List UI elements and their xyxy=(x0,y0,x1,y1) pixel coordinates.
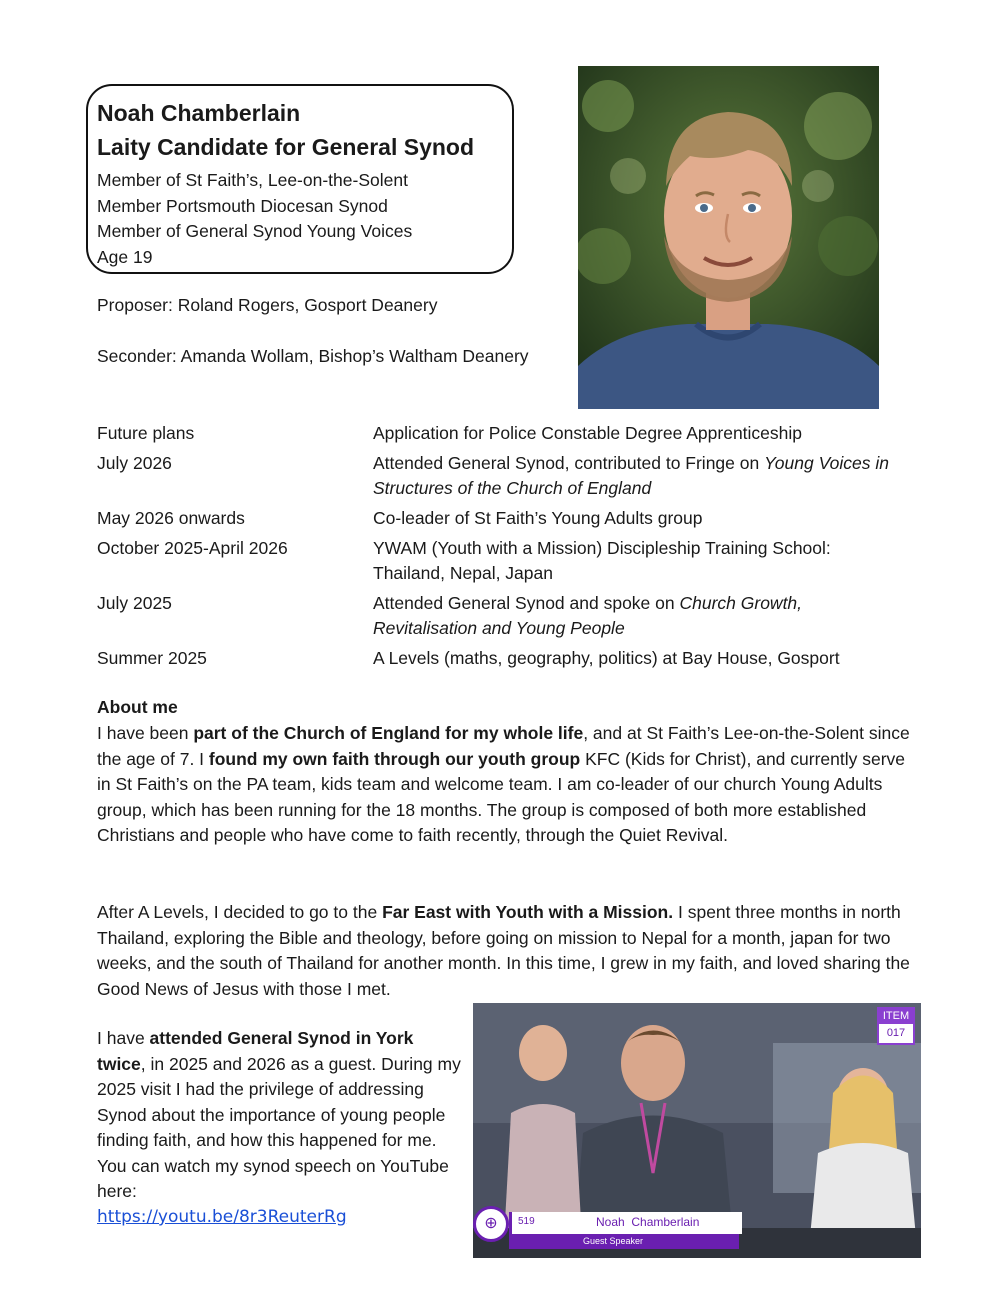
timeline-row xyxy=(97,421,917,446)
timeline-date: July 2026 xyxy=(97,453,172,473)
item-label: ITEM xyxy=(879,1009,913,1024)
portrait-illustration xyxy=(578,66,879,409)
timeline-table xyxy=(97,421,917,676)
timeline-date: May 2026 onwards xyxy=(97,508,245,528)
timeline-row xyxy=(97,646,917,671)
timeline-date: Summer 2025 xyxy=(97,648,207,668)
timeline-row xyxy=(97,591,917,641)
membership-line: Member Portsmouth Diocesan Synod xyxy=(97,195,388,216)
speaker-number: 519 xyxy=(518,1216,535,1227)
speaker-role: Guest Speaker xyxy=(583,1236,644,1246)
timeline-description: A Levels (maths, geography, politics) at Bay House, Gosport xyxy=(373,648,840,668)
speaker-name: Noah Chamberlain xyxy=(596,1215,700,1229)
timeline-date: Future plans xyxy=(97,423,195,443)
synod-video-still xyxy=(473,1003,921,1258)
youtube-link[interactable]: https://youtu.be/8r3ReuterRg xyxy=(97,1207,347,1227)
timeline-date: July 2025 xyxy=(97,593,172,613)
item-badge xyxy=(877,1007,915,1045)
membership-line: Member of St Faith’s, Lee-on-the-Solent xyxy=(97,170,408,190)
item-number: 017 xyxy=(886,1027,906,1039)
membership-lines xyxy=(97,168,412,270)
about-paragraph: I have attended General Synod in York twice, in 2025 and 2026 as a guest. During my 2025 visit I had the privilege of addressing Synod about the importance of young people finding faith, and how this happened for me. You can watch my synod speech on YouTube here: xyxy=(97,1028,461,1201)
timeline-description: Application for Police Constable Degree Apprenticeship xyxy=(373,423,803,443)
about-paragraph: After A Levels, I decided to go to the Far East with Youth with a Mission. I spent three months in north Thailand, exploring the Bible and theology, before going on mission to Nepal for a month, japan for two weeks, and the south of Thailand for another month. In this time, I grew in my faith, and loved sharing the Good News of Jesus with those I met. xyxy=(97,902,910,999)
about-paragraph: I have been part of the Church of England for my whole life, and at St Faith’s Lee-on-the-Solent since the age of 7. I found my own faith through our youth group KFC (Kids for Christ), and currently serve in St Faith’s on the PA team, kids team and welcome team. I am co-leader of our church Young Adults group, which has been running for the 18 months. The group is composed of both more established Christians and people who have come to faith recently, through the Quiet Revival. xyxy=(97,723,910,845)
synod-logo-icon: ⊕ xyxy=(473,1206,509,1242)
proposer-line: Proposer: Roland Rogers, Gosport Deanery xyxy=(97,295,438,315)
timeline-row xyxy=(97,506,917,531)
timeline-description: YWAM (Youth with a Mission) Discipleship Training School: Thailand, Nepal, Japan xyxy=(373,538,831,583)
about-heading: About me xyxy=(97,697,178,717)
timeline-date: October 2025-April 2026 xyxy=(97,538,288,558)
timeline-row xyxy=(97,536,917,586)
seconder-line: Seconder: Amanda Wollam, Bishop’s Waltham Deanery xyxy=(97,346,529,366)
membership-line: Member of General Synod Young Voices xyxy=(97,221,413,241)
candidate-portrait xyxy=(578,66,879,409)
candidate-name: Noah Chamberlain xyxy=(97,100,301,126)
timeline-description: Attended General Synod and spoke on Church Growth, Revitalisation and Young People xyxy=(373,593,803,638)
age-line: Age 19 xyxy=(97,246,153,267)
speaker-lower-third xyxy=(473,1206,743,1251)
timeline-description: Attended General Synod, contributed to Fringe on Young Voices in Structures of the Church of England xyxy=(373,453,889,498)
timeline-row xyxy=(97,451,917,501)
timeline-description: Co-leader of St Faith’s Young Adults group xyxy=(373,508,703,528)
candidate-subtitle: Laity Candidate for General Synod xyxy=(97,134,475,160)
